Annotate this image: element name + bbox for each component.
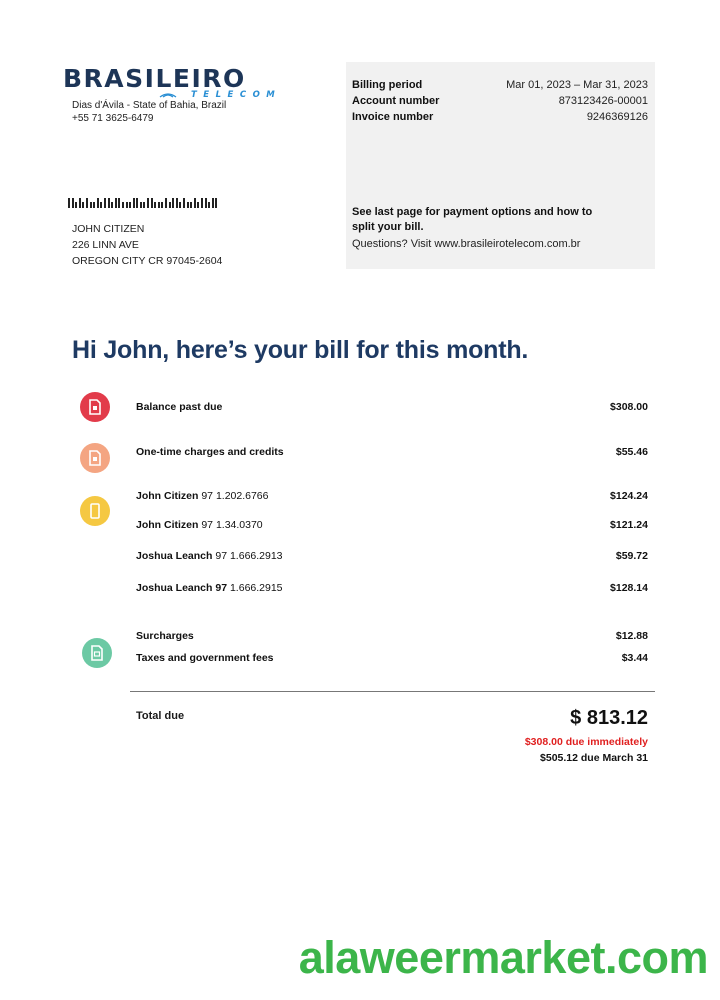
invoice-number-label: Invoice number	[352, 111, 434, 123]
balance-past-due-amount: $308.00	[610, 401, 648, 413]
due-immediately-note: $308.00 due immediately	[524, 736, 648, 748]
payment-options-note: See last page for payment options and how to split your bill.	[352, 206, 593, 233]
signal-waves-icon	[157, 88, 179, 98]
sim-card-icon	[80, 392, 110, 422]
billing-period-label: Billing period	[352, 79, 423, 91]
account-summary-box	[346, 62, 655, 269]
surcharges-amount: $12.88	[615, 630, 648, 642]
billing-period-value: Mar 01, 2023 – Mar 31, 2023	[506, 79, 648, 91]
sim-card-icon	[80, 443, 110, 473]
total-due-label: Total due	[136, 710, 185, 722]
line-item-amount: $128.14	[610, 582, 648, 594]
invoice-number-value: 9246369126	[586, 111, 648, 123]
customer-address	[72, 221, 222, 269]
company-logo	[63, 64, 282, 100]
page-title: Hi John, here’s your bill for this month.	[72, 336, 529, 364]
billing-period-row	[352, 77, 648, 93]
customer-street: 226 LINN AVE	[72, 239, 139, 251]
company-address: Dias d'Ávila - State of Bahia, Brazil	[72, 100, 227, 111]
due-later-note: $505.12 due March 31	[540, 752, 648, 764]
line-item: John Citizen 97 1.202.6766	[136, 490, 269, 502]
one-time-charges-label: One-time charges and credits	[136, 446, 284, 458]
account-number-label: Account number	[352, 95, 440, 107]
account-number-row	[352, 93, 648, 109]
taxes-amount: $3.44	[621, 652, 648, 664]
account-number-value: 873123426-00001	[558, 95, 648, 107]
total-divider	[130, 691, 655, 692]
taxes-label: Taxes and government fees	[136, 652, 274, 664]
document-icon	[82, 638, 112, 668]
invoice-number-row	[352, 109, 648, 125]
one-time-charges-amount: $55.46	[615, 446, 648, 458]
total-due-amount: $ 813.12	[570, 707, 648, 729]
watermark-text: alaweermarket.com	[298, 932, 708, 983]
balance-past-due-label: Balance past due	[136, 401, 223, 413]
surcharges-label: Surcharges	[136, 630, 194, 642]
postal-barcode	[68, 196, 256, 208]
customer-city: OREGON CITY CR 97045-2604	[72, 255, 223, 267]
company-phone: +55 71 3625-6479	[72, 113, 154, 124]
logo-subtitle: TELECOM	[191, 90, 282, 100]
mobile-phone-icon	[80, 496, 110, 526]
line-item: Joshua Leanch 97 1.666.2913	[136, 550, 283, 562]
customer-name: JOHN CITIZEN	[72, 223, 145, 235]
logo-wordmark: BRASILEIRO	[63, 64, 246, 93]
line-item: John Citizen 97 1.34.0370	[136, 519, 263, 531]
line-item-amount: $121.24	[610, 519, 648, 531]
line-item-amount: $124.24	[610, 490, 648, 502]
questions-note[interactable]: Questions? Visit www.brasileirotelecom.com.br	[352, 238, 581, 250]
line-item-amount: $59.72	[615, 550, 648, 562]
line-item: Joshua Leanch 97 1.666.2915	[136, 582, 283, 594]
